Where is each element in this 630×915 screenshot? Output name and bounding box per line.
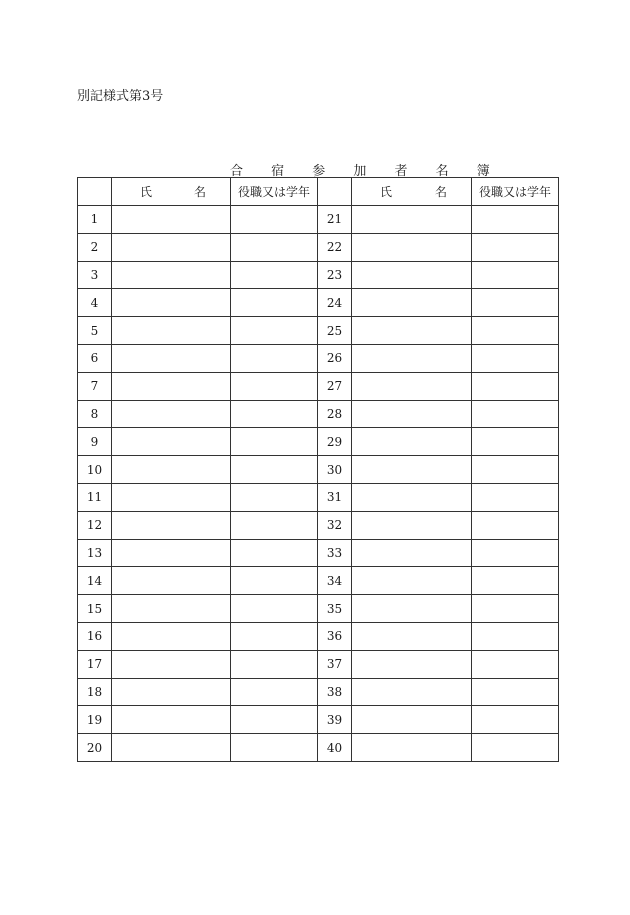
row-number-right: 24 xyxy=(318,289,352,317)
row-number-right: 25 xyxy=(318,317,352,345)
role-cell-left[interactable] xyxy=(231,289,318,317)
name-cell-right[interactable] xyxy=(352,539,472,567)
table-row xyxy=(78,650,559,678)
name-cell-right[interactable] xyxy=(352,400,472,428)
name-cell-left[interactable] xyxy=(112,428,231,456)
role-cell-right[interactable] xyxy=(472,511,559,539)
role-cell-left[interactable] xyxy=(231,622,318,650)
table-row xyxy=(78,372,559,400)
name-cell-left[interactable] xyxy=(112,456,231,484)
role-cell-right[interactable] xyxy=(472,650,559,678)
table-row xyxy=(78,595,559,623)
table-row xyxy=(78,400,559,428)
name-cell-left[interactable] xyxy=(112,289,231,317)
table-row xyxy=(78,456,559,484)
row-number-left: 10 xyxy=(78,456,112,484)
table-row xyxy=(78,428,559,456)
name-cell-right[interactable] xyxy=(352,233,472,261)
name-cell-right[interactable] xyxy=(352,706,472,734)
role-cell-right[interactable] xyxy=(472,428,559,456)
row-number-right: 34 xyxy=(318,567,352,595)
role-cell-left[interactable] xyxy=(231,400,318,428)
name-cell-left[interactable] xyxy=(112,317,231,345)
name-cell-left[interactable] xyxy=(112,539,231,567)
role-cell-right[interactable] xyxy=(472,233,559,261)
row-number-left: 19 xyxy=(78,706,112,734)
name-cell-left[interactable] xyxy=(112,372,231,400)
name-cell-right[interactable] xyxy=(352,372,472,400)
table-row xyxy=(78,539,559,567)
role-cell-right[interactable] xyxy=(472,261,559,289)
name-cell-left[interactable] xyxy=(112,206,231,234)
roster-body xyxy=(78,206,559,762)
name-cell-left[interactable] xyxy=(112,622,231,650)
row-number-left: 15 xyxy=(78,595,112,623)
name-header-char-2: 名 xyxy=(434,185,447,199)
row-number-right: 39 xyxy=(318,706,352,734)
name-cell-right[interactable] xyxy=(352,595,472,623)
table-row xyxy=(78,261,559,289)
row-number-left: 20 xyxy=(78,734,112,762)
row-number-right: 33 xyxy=(318,539,352,567)
role-cell-right[interactable] xyxy=(472,622,559,650)
row-number-left: 9 xyxy=(78,428,112,456)
name-cell-right[interactable] xyxy=(352,483,472,511)
name-cell-right[interactable] xyxy=(352,317,472,345)
role-cell-right[interactable] xyxy=(472,317,559,345)
role-cell-left[interactable] xyxy=(231,206,318,234)
name-cell-right[interactable] xyxy=(352,456,472,484)
role-cell-right[interactable] xyxy=(472,456,559,484)
name-header-char-1: 氏 xyxy=(380,185,393,199)
role-cell-right[interactable] xyxy=(472,539,559,567)
name-cell-left[interactable] xyxy=(112,261,231,289)
table-row xyxy=(78,317,559,345)
participant-roster-table xyxy=(77,177,559,762)
table-row xyxy=(78,511,559,539)
table-row xyxy=(78,483,559,511)
row-number-left: 2 xyxy=(78,233,112,261)
name-cell-right[interactable] xyxy=(352,289,472,317)
name-cell-right[interactable] xyxy=(352,567,472,595)
name-cell-left[interactable] xyxy=(112,567,231,595)
table-row xyxy=(78,206,559,234)
role-cell-left[interactable] xyxy=(231,567,318,595)
role-cell-right[interactable] xyxy=(472,289,559,317)
role-cell-left[interactable] xyxy=(231,539,318,567)
table-row xyxy=(78,734,559,762)
row-number-right: 38 xyxy=(318,678,352,706)
row-number-left: 11 xyxy=(78,483,112,511)
row-number-right: 31 xyxy=(318,483,352,511)
role-cell-left[interactable] xyxy=(231,456,318,484)
row-number-right: 37 xyxy=(318,650,352,678)
table-row xyxy=(78,344,559,372)
name-cell-left[interactable] xyxy=(112,678,231,706)
row-number-left: 4 xyxy=(78,289,112,317)
role-cell-left[interactable] xyxy=(231,317,318,345)
name-cell-left[interactable] xyxy=(112,650,231,678)
role-cell-left[interactable] xyxy=(231,511,318,539)
role-cell-left[interactable] xyxy=(231,233,318,261)
row-number-right: 27 xyxy=(318,372,352,400)
table-row xyxy=(78,233,559,261)
role-cell-right[interactable] xyxy=(472,372,559,400)
role-cell-right[interactable] xyxy=(472,706,559,734)
row-number-right: 26 xyxy=(318,344,352,372)
name-cell-right[interactable] xyxy=(352,650,472,678)
document-title: 合 宿 参 加 者 名 簿 xyxy=(230,164,502,179)
row-number-left: 6 xyxy=(78,344,112,372)
row-number-left: 1 xyxy=(78,206,112,234)
role-cell-left[interactable] xyxy=(231,428,318,456)
role-cell-left[interactable] xyxy=(231,650,318,678)
role-cell-left[interactable] xyxy=(231,344,318,372)
name-header-char-2: 名 xyxy=(193,185,206,199)
name-cell-right[interactable] xyxy=(352,734,472,762)
name-cell-right[interactable] xyxy=(352,344,472,372)
row-number-right: 28 xyxy=(318,400,352,428)
role-cell-right[interactable] xyxy=(472,595,559,623)
name-cell-left[interactable] xyxy=(112,400,231,428)
name-cell-right[interactable] xyxy=(352,678,472,706)
row-number-left: 17 xyxy=(78,650,112,678)
table-row xyxy=(78,678,559,706)
row-number-right: 23 xyxy=(318,261,352,289)
row-number-left: 5 xyxy=(78,317,112,345)
name-cell-right[interactable] xyxy=(352,428,472,456)
role-cell-right[interactable] xyxy=(472,483,559,511)
name-cell-right[interactable] xyxy=(352,206,472,234)
role-cell-right[interactable] xyxy=(472,567,559,595)
row-number-left: 14 xyxy=(78,567,112,595)
form-number: 別記様式第3号 xyxy=(77,89,164,104)
role-cell-right[interactable] xyxy=(472,678,559,706)
row-number-left: 12 xyxy=(78,511,112,539)
role-cell-right[interactable] xyxy=(472,344,559,372)
name-cell-left[interactable] xyxy=(112,483,231,511)
role-cell-left[interactable] xyxy=(231,734,318,762)
table-row xyxy=(78,567,559,595)
name-header-right xyxy=(352,178,472,206)
role-cell-left[interactable] xyxy=(231,261,318,289)
table-row xyxy=(78,622,559,650)
header-row xyxy=(78,178,559,206)
role-cell-right[interactable] xyxy=(472,400,559,428)
name-cell-left[interactable] xyxy=(112,595,231,623)
name-header-left xyxy=(112,178,231,206)
role-cell-left[interactable] xyxy=(231,372,318,400)
row-number-left: 7 xyxy=(78,372,112,400)
table-row xyxy=(78,706,559,734)
name-cell-right[interactable] xyxy=(352,622,472,650)
role-header-right: 役職又は学年 xyxy=(472,178,559,206)
name-cell-left[interactable] xyxy=(112,233,231,261)
name-header-char-1: 氏 xyxy=(140,185,153,199)
role-cell-left[interactable] xyxy=(231,595,318,623)
row-number-right: 30 xyxy=(318,456,352,484)
number-header-left xyxy=(78,178,112,206)
role-cell-left[interactable] xyxy=(231,678,318,706)
row-number-left: 13 xyxy=(78,539,112,567)
row-number-right: 21 xyxy=(318,206,352,234)
role-cell-right[interactable] xyxy=(472,206,559,234)
name-cell-right[interactable] xyxy=(352,261,472,289)
row-number-right: 32 xyxy=(318,511,352,539)
name-cell-left[interactable] xyxy=(112,734,231,762)
name-cell-left[interactable] xyxy=(112,344,231,372)
row-number-right: 40 xyxy=(318,734,352,762)
role-cell-right[interactable] xyxy=(472,734,559,762)
row-number-left: 18 xyxy=(78,678,112,706)
name-cell-right[interactable] xyxy=(352,511,472,539)
name-cell-left[interactable] xyxy=(112,511,231,539)
row-number-right: 29 xyxy=(318,428,352,456)
name-cell-left[interactable] xyxy=(112,706,231,734)
number-header-right xyxy=(318,178,352,206)
table-row xyxy=(78,289,559,317)
row-number-left: 16 xyxy=(78,622,112,650)
row-number-left: 3 xyxy=(78,261,112,289)
row-number-right: 35 xyxy=(318,595,352,623)
row-number-right: 22 xyxy=(318,233,352,261)
row-number-right: 36 xyxy=(318,622,352,650)
role-cell-left[interactable] xyxy=(231,483,318,511)
row-number-left: 8 xyxy=(78,400,112,428)
role-cell-left[interactable] xyxy=(231,706,318,734)
role-header-left: 役職又は学年 xyxy=(231,178,318,206)
